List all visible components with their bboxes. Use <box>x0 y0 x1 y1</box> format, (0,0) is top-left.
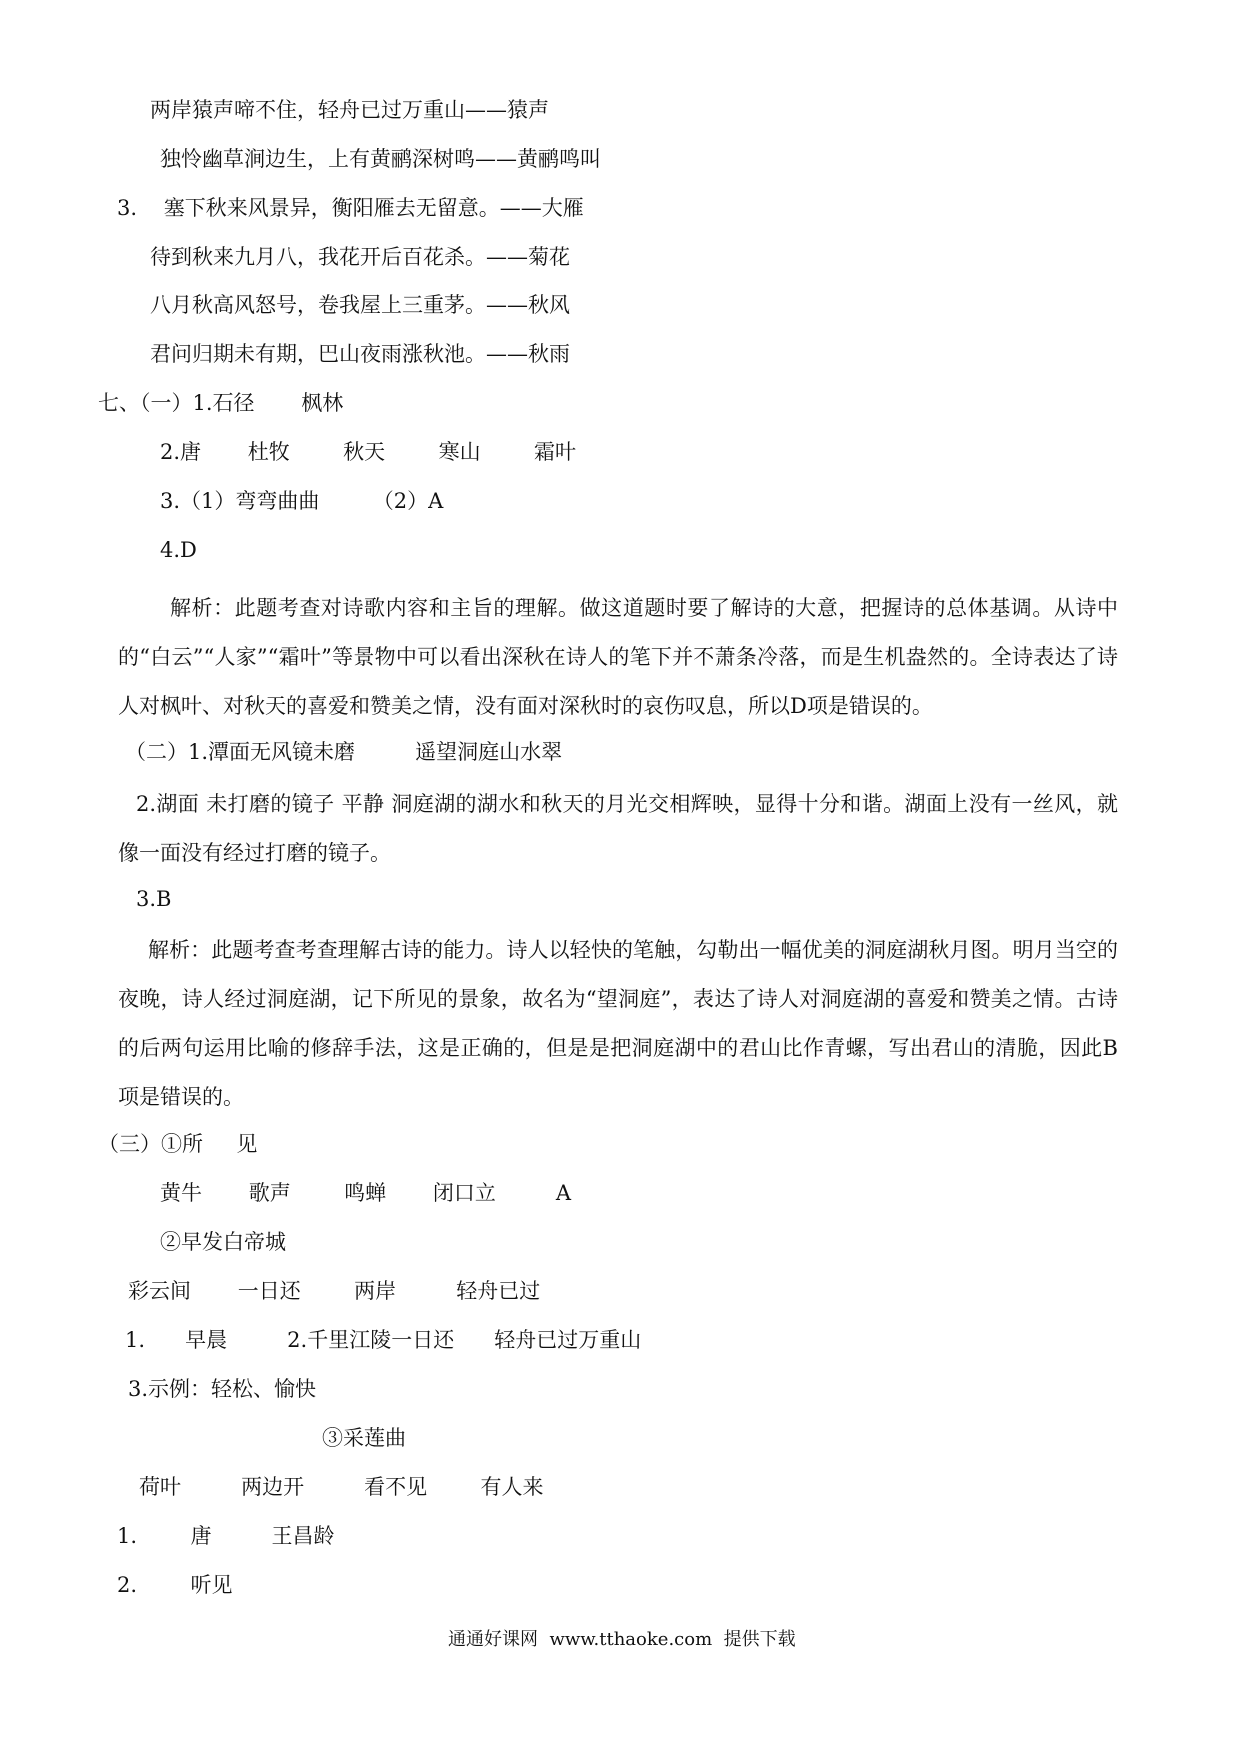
analysis-paragraph: 解析：此题考查对诗歌内容和主旨的理解。做这道题时要了解诗的大意，把握诗的总体基调。从诗中的“白云”“人家”“霜叶”等景物中可以看出深秋在诗人的笔下并不萧条冷落，而是生机盎然的。全诗表达了诗人对枫叶、对秋天的喜爱和赞美之情，没有面对深秋时的哀伤叹息，所以D项是错误的。 <box>118 596 1118 718</box>
text-line: ③采莲曲 <box>322 1426 406 1450</box>
text-line: 荷叶 两边开 看不见 有人来 <box>139 1475 544 1499</box>
text-line: 3.B <box>136 887 172 911</box>
text-line: 4.D <box>160 538 197 562</box>
text-line: ②早发白帝城 <box>160 1230 286 1254</box>
text-line: 1. 早晨 2.千里江陵一日还 轻舟已过万重山 <box>125 1328 642 1352</box>
text-line: 1. 唐 王昌龄 <box>117 1524 335 1548</box>
page-footer: 通通好课网 www.tthaoke.com 提供下载 <box>448 1629 796 1650</box>
text-line: （三）①所 见 <box>98 1132 258 1156</box>
text-line: 3.示例：轻松、愉快 <box>128 1377 317 1401</box>
text-line: 2.唐 杜牧 秋天 寒山 霜叶 <box>160 440 576 464</box>
text-line: 彩云间 一日还 两岸 轻舟已过 <box>128 1279 541 1303</box>
analysis-paragraph: 解析：此题考查考查理解古诗的能力。诗人以轻快的笔触，勾勒出一幅优美的洞庭湖秋月图。明月当空的夜晚，诗人经过洞庭湖，记下所见的景象，故名为“望洞庭”，表达了诗人对洞庭湖的喜爱和赞美之情。古诗的后两句运用比喻的修辞手法，这是正确的，但是是把洞庭湖中的君山比作青螺，写出君山的清脆，因此B项是错误的。 <box>118 938 1118 1109</box>
answer-paragraph: 2.湖面 未打磨的镜子 平静 洞庭湖的湖水和秋天的月光交相辉映，显得十分和谐。湖面上没有一丝风，就像一面没有经过打磨的镜子。 <box>118 792 1118 865</box>
text-line: 3. 塞下秋来风景异，衡阳雁去无留意。——大雁 <box>117 196 584 220</box>
text-line: 2. 听见 <box>117 1573 233 1597</box>
text-line: 独怜幽草涧边生，上有黄鹂深树鸣——黄鹂鸣叫 <box>160 147 601 171</box>
text-line: 八月秋高风怒号，卷我屋上三重茅。——秋风 <box>150 293 570 317</box>
text-line: 两岸猿声啼不住，轻舟已过万重山——猿声 <box>150 98 549 122</box>
text-line: 3.（1）弯弯曲曲 （2）A <box>160 489 444 513</box>
text-line: 君问归期未有期，巴山夜雨涨秋池。——秋雨 <box>150 342 570 366</box>
text-line: 七、（一）1.石径 枫林 <box>98 391 344 415</box>
text-line: 待到秋来九月八，我花开后百花杀。——菊花 <box>150 245 570 269</box>
text-line: 黄牛 歌声 鸣蝉 闭口立 A <box>160 1181 572 1205</box>
text-line: （二）1.潭面无风镜未磨 遥望洞庭山水翠 <box>125 740 563 764</box>
